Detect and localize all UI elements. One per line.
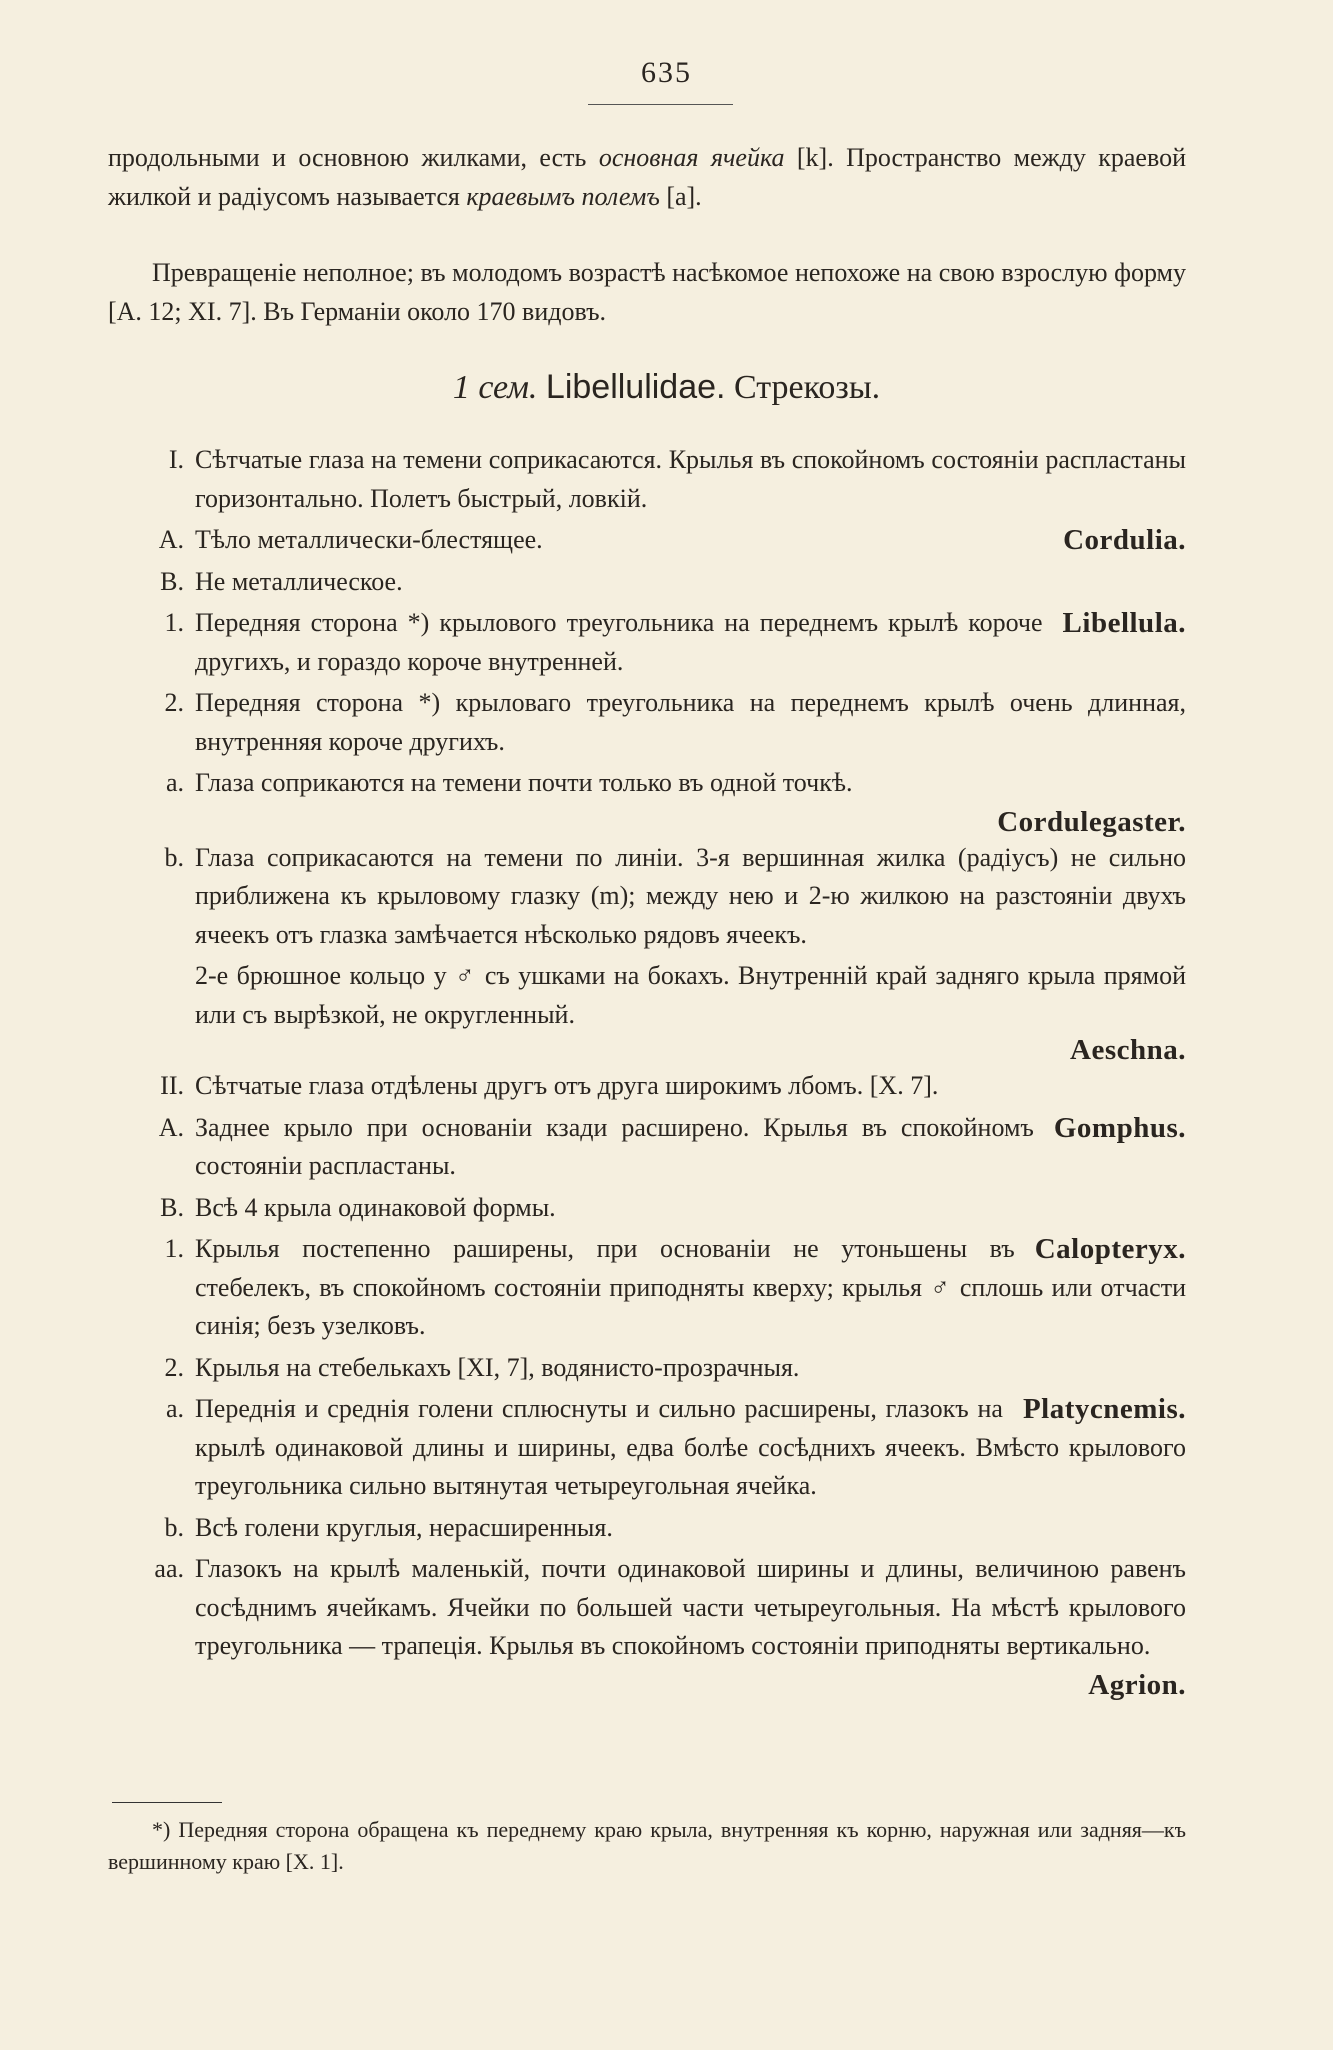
key-entry	[140, 1230, 1186, 1346]
key-entry-text: Всѣ голени круглыя, нерасширенныя.	[195, 1512, 613, 1542]
intro-text: [a].	[659, 181, 702, 211]
footnote: *) Передняя сторона обращена къ переднему краю крыла, внутренняя къ корню, наружная или задняя—къ вершинному краю [X. 1].	[108, 1817, 1186, 1874]
genus-name: Cordulegaster.	[997, 805, 1186, 838]
key-entry-body	[195, 839, 1186, 955]
key-entry-label: B.	[160, 1192, 184, 1222]
key-entry-body	[195, 1109, 1186, 1186]
key-entry-label: A.	[158, 1112, 184, 1142]
intro-paragraph-1	[108, 139, 1186, 216]
key-entry-label: I.	[168, 445, 184, 474]
genus-name: Gomphus.	[1053, 1111, 1186, 1144]
genus-name: Platycnemis.	[1022, 1393, 1186, 1425]
key-entry	[140, 684, 1186, 761]
intro-text: продольными и основною жилками, есть	[108, 143, 599, 172]
key-entry-body	[195, 441, 1186, 518]
key-entry	[140, 1550, 1186, 1666]
key-entry-label: b.	[164, 1512, 184, 1542]
family-russian-name: Стрекозы.	[734, 369, 881, 406]
key-entry	[140, 1509, 1186, 1548]
footnote-rule	[112, 1802, 222, 1803]
key-entry-body	[195, 1067, 1186, 1106]
identification-key	[140, 441, 1186, 1702]
key-entry-body	[195, 764, 1186, 803]
key-entry-body	[195, 1189, 1186, 1228]
family-number: 1 сем.	[452, 369, 538, 406]
key-entry-text: Не металлическое.	[195, 566, 403, 596]
genus-name: Calopteryx.	[1034, 1233, 1186, 1265]
key-entry-body	[195, 521, 1186, 560]
intro-paragraph-2: Превращеніе неполное; въ молодомъ возрастѣ насѣкомое непохоже на свою взрослую форму [А. 12; XI. 7]. Въ Германіи около 170 видовъ.	[108, 258, 1186, 326]
key-entry	[140, 441, 1186, 518]
key-entry-body	[195, 1550, 1186, 1666]
key-entry-text: Крылья на стебелькахъ [XI, 7], водянисто-прозрачныя.	[195, 1352, 800, 1382]
key-entry-label: aa.	[154, 1554, 184, 1583]
page-number: 635	[641, 56, 692, 89]
key-entry-text: Всѣ 4 крыла одинаковой формы.	[195, 1192, 556, 1222]
key-entry-label: 1.	[164, 1234, 184, 1263]
key-entry-body	[195, 1509, 1186, 1548]
key-entry-label: b.	[164, 842, 184, 872]
key-entry-label: A.	[158, 525, 184, 554]
genus-name: Agrion.	[1088, 1668, 1186, 1701]
key-entry-label: a.	[165, 768, 184, 797]
key-entry-text: Передняя сторона *) крылового треугольника на переднемъ крылѣ короче другихъ, и гораздо короче внутренней.	[195, 608, 1043, 676]
family-latin-name: Libellulidae.	[545, 368, 726, 406]
key-entry-text: Переднія и среднія голени сплюснуты и сильно расширены, глазокъ на крылѣ одинаковой длины и ширины, едва болѣе сосѣднихъ ячеекъ. Вмѣсто крылового треугольника сильно вытянутая четыреугольная ячейка.	[195, 1394, 1186, 1500]
key-entry	[140, 764, 1186, 803]
key-entry-note: 2-е брюшное кольцо у ♂ съ ушками на бокахъ. Внутренній край задняго крыла прямой или съ вырѣзкой, не округленный.	[195, 961, 1186, 1029]
key-entry	[140, 1349, 1186, 1388]
key-entry-body	[195, 684, 1186, 761]
key-entry	[140, 563, 1186, 602]
key-entry-text: Сѣтчатые глаза отдѣлены другъ отъ друга широкимъ лбомъ. [X. 7].	[195, 1071, 939, 1100]
key-entry-text: Сѣтчатые глаза на темени соприкасаются. Крылья въ спокойномъ состояніи распластаны горизонтально. Полетъ быстрый, ловкій.	[195, 445, 1186, 513]
key-entry-body	[195, 1349, 1186, 1388]
key-entry-label: B.	[160, 566, 184, 596]
key-entry	[140, 1390, 1186, 1506]
genus-name: Libellula.	[1062, 607, 1186, 639]
key-entry-text: Глазокъ на крылѣ маленькій, почти одинаковой ширины и длины, величиною равенъ сосѣднимъ ячейкамъ. Ячейки по большей части четыреугольныя. На мѣстѣ крылового треугольника — трапеція. Крылья въ спокойномъ состояніи приподняты вертикально.	[195, 1554, 1186, 1660]
key-entry-text: Передняя сторона *) крыловаго треугольника на переднемъ крылѣ очень длинная, внутренняя короче другихъ.	[195, 688, 1186, 756]
key-entry	[140, 1109, 1186, 1186]
key-entry	[140, 521, 1186, 560]
key-entry-label: 2.	[164, 688, 184, 717]
genus-name: Aeschna.	[1070, 1034, 1186, 1066]
key-entry-body	[195, 563, 1186, 602]
intro-text: [k]. Пространство между краевой жилкой и радіусомъ называется	[108, 143, 1186, 211]
key-entry	[140, 839, 1186, 955]
key-entry	[140, 604, 1186, 681]
key-entry	[140, 1189, 1186, 1228]
genus-name: Cordulia.	[1063, 524, 1186, 556]
key-entry-label: 1.	[164, 608, 184, 637]
term-basal-cell: основная ячейка	[598, 143, 785, 172]
key-entry-text: Глаза соприкасаются на темени по линіи. 3-я вершинная жилка (радіусъ) не сильно приближена къ крыловому глазку (m); между нею и 2-ю жилкою на разстояніи двухъ ячеекъ отъ глазка замѣчается нѣсколько рядовъ ячеекъ.	[195, 842, 1186, 949]
key-entry-text: Тѣло металлически-блестящее.	[195, 525, 543, 554]
family-heading	[0, 368, 1333, 407]
key-entry-text: Заднее крыло при основаніи кзади расширено. Крылья въ спокойномъ состояніи распластаны.	[195, 1112, 1034, 1180]
key-entry-text: Глаза соприкаются на темени почти только въ одной точкѣ.	[195, 768, 853, 797]
key-entry-label: II.	[160, 1071, 184, 1100]
key-entry-label: a.	[165, 1394, 184, 1423]
key-entry-body	[195, 1390, 1186, 1506]
key-entry	[140, 1067, 1186, 1106]
key-entry-text: Крылья постепенно раширены, при основаніи не утоньшены въ стебелекъ, въ спокойномъ состояніи приподняты кверху; крылья ♂ сплошь или отчасти синія; безъ узелковъ.	[195, 1234, 1186, 1340]
term-marginal-field: краевымъ полемъ	[466, 181, 660, 211]
page-number-rule	[588, 104, 733, 105]
key-entry-body	[195, 1230, 1186, 1346]
key-entry-label: 2.	[164, 1352, 184, 1382]
key-entry-body	[195, 604, 1186, 681]
